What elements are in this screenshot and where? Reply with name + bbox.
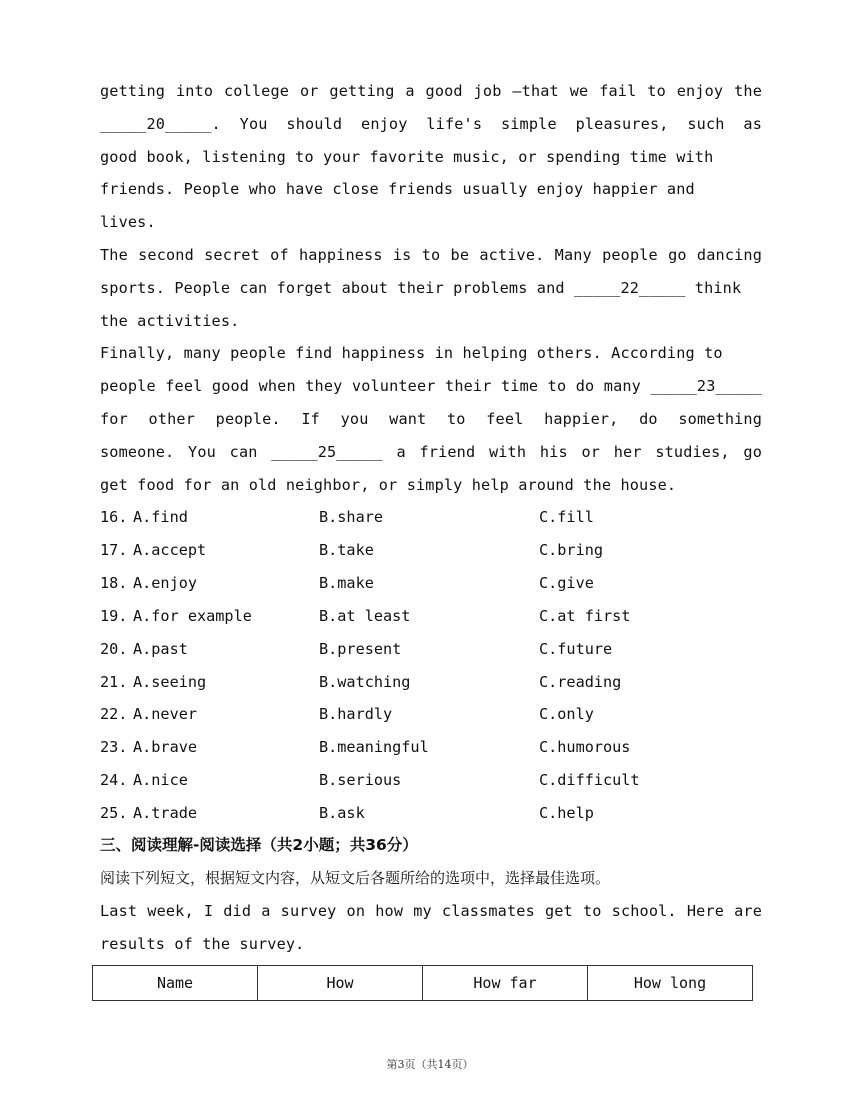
intro-line: Last week, I did a survey on how my classmates get to school. Here are xyxy=(100,902,762,920)
question-16 xyxy=(100,501,762,534)
option-c: C.help xyxy=(539,804,594,822)
passage-line: Finally, many people find happiness in helping others. According to xyxy=(100,344,723,363)
option-b: B.meaningful xyxy=(319,738,429,756)
question-number: 23. xyxy=(100,738,128,756)
passage-line: lives. xyxy=(100,213,156,232)
passage-line: friends. People who have close friends usually enjoy happier and xyxy=(100,180,695,199)
question-number: 16. xyxy=(100,508,128,526)
question-number: 21. xyxy=(100,673,128,691)
passage-line: someone. You can _____25_____ a friend with his or her studies, go xyxy=(100,442,762,461)
question-number: 17. xyxy=(100,541,128,559)
option-a: A.nice xyxy=(133,771,188,789)
option-c: C.bring xyxy=(539,541,604,559)
passage-line: the activities. xyxy=(100,311,240,330)
option-c: C.reading xyxy=(539,673,622,691)
option-a: A.for example xyxy=(133,607,252,625)
table-header-cell: Name xyxy=(93,966,258,1001)
option-b: B.serious xyxy=(319,771,402,789)
question-19 xyxy=(100,600,762,633)
option-a: A.accept xyxy=(133,541,207,559)
passage-line: getting into college or getting a good job —that we fail to enjoy the xyxy=(100,82,762,100)
question-18 xyxy=(100,567,762,600)
option-b: B.at least xyxy=(319,607,411,625)
section-heading: 三、阅读理解-阅读选择（共2小题；共36分） xyxy=(100,836,418,854)
option-b: B.share xyxy=(319,508,384,526)
option-c: C.future xyxy=(539,640,613,658)
option-a: A.never xyxy=(133,705,198,723)
question-number: 25. xyxy=(100,804,128,822)
option-a: A.enjoy xyxy=(133,574,198,592)
option-c: C.only xyxy=(539,705,594,723)
table-header-row xyxy=(93,966,753,1001)
option-c: C.give xyxy=(539,574,594,592)
table-header-cell: How far xyxy=(423,966,588,1001)
intro-line: results of the survey. xyxy=(100,934,305,953)
passage-line: get food for an old neighbor, or simply help around the house. xyxy=(100,475,677,494)
option-b: B.hardly xyxy=(319,705,393,723)
option-c: C.difficult xyxy=(539,771,640,789)
passage-line: good book, listening to your favorite music, or spending time with xyxy=(100,147,714,166)
question-number: 20. xyxy=(100,640,128,658)
option-a: A.trade xyxy=(133,804,198,822)
option-c: C.at first xyxy=(539,607,631,625)
passage-line: people feel good when they volunteer their time to do many _____23_____ xyxy=(100,377,762,396)
option-a: A.seeing xyxy=(133,673,207,691)
table-header-cell: How xyxy=(258,966,423,1001)
passage-line: The second secret of happiness is to be active. Many people go dancing xyxy=(100,245,762,264)
question-number: 19. xyxy=(100,607,128,625)
page-footer: 第3页（共14页） xyxy=(386,1058,474,1071)
question-number: 24. xyxy=(100,771,128,789)
question-23 xyxy=(100,731,762,764)
option-b: B.make xyxy=(319,574,374,592)
question-20 xyxy=(100,633,762,666)
option-a: A.brave xyxy=(133,738,198,756)
option-b: B.ask xyxy=(319,804,365,822)
option-b: B.present xyxy=(319,640,402,658)
passage-line: _____20_____. You should enjoy life's simple pleasures, such as xyxy=(100,114,762,133)
option-c: C.humorous xyxy=(539,738,631,756)
passage xyxy=(100,75,762,501)
question-number: 18. xyxy=(100,574,128,592)
option-a: A.find xyxy=(133,508,188,526)
option-b: B.take xyxy=(319,541,374,559)
option-a: A.past xyxy=(133,640,188,658)
question-22 xyxy=(100,698,762,731)
question-17 xyxy=(100,534,762,567)
section-instruction: 阅读下列短文，根据短文内容，从短文后各题所给的选项中，选择最佳选项。 xyxy=(100,869,611,887)
option-c: C.fill xyxy=(539,508,594,526)
question-25 xyxy=(100,797,762,830)
question-number: 22. xyxy=(100,705,128,723)
question-21 xyxy=(100,666,762,699)
passage-line: sports. People can forget about their problems and _____22_____ think xyxy=(100,278,742,297)
table-header-cell: How long xyxy=(588,966,753,1001)
survey-intro xyxy=(100,895,762,961)
question-24 xyxy=(100,764,762,797)
survey-table xyxy=(92,965,753,1001)
passage-line: for other people. If you want to feel happier, do something xyxy=(100,409,762,428)
option-b: B.watching xyxy=(319,673,411,691)
